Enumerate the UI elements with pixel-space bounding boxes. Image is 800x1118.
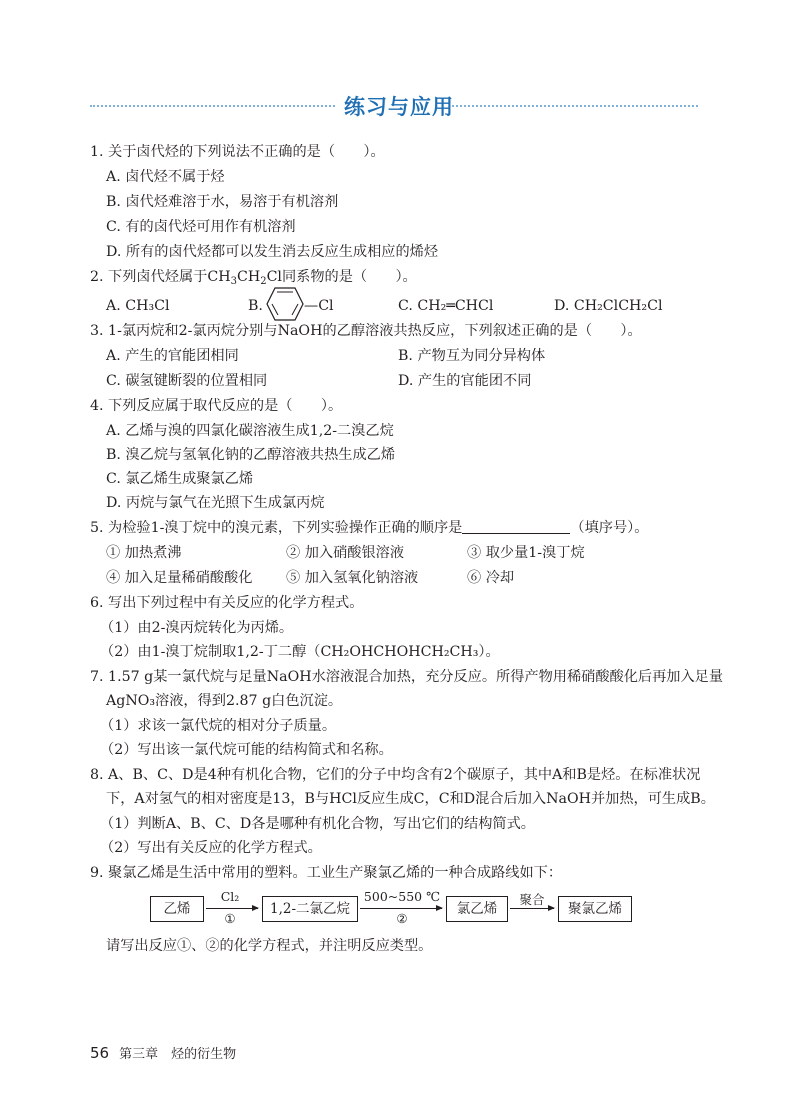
q5-step-3: ③ 取少量1-溴丁烷 (467, 545, 585, 561)
q3-option-b: B. 产物互为同分异构体 (398, 348, 546, 364)
q5-stem (90, 519, 648, 537)
q5-stem-post: （填序号）。 (570, 520, 649, 536)
q2-option-a: A. CH₃Cl (106, 298, 170, 314)
q1-option-d: D. 所有的卤代烃都可以发生消去反应生成相应的烯烃 (106, 244, 439, 260)
header-rule-right (452, 105, 698, 107)
q8-line-2: 下，A对氢气的相对密度是13，B与HCl反应生成C，C和D混合后加入NaOH并加热，可生成B。 (106, 791, 715, 807)
arrow3-label: 聚合 (519, 892, 545, 907)
arrow1-step: ① (224, 911, 236, 926)
q8-part-2: （2）写出有关反应的化学方程式。 (100, 840, 322, 856)
subscript-2: 2 (260, 276, 267, 287)
q1-option-a: A. 卤代烃不属于烃 (106, 169, 225, 185)
q4-stem: 4. 下列反应属于取代反应的是（ ）。 (90, 398, 343, 414)
flow-box-dichloroethane: 1,2-二氯乙烷 (262, 896, 358, 922)
q2-option-b-label: B. (248, 298, 263, 314)
q6-stem: 6. 写出下列过程中有关反应的化学方程式。 (90, 595, 364, 611)
q2-option-b-cl: —Cl (304, 298, 334, 314)
q7-part-1: （1）求该一氯代烷的相对分子质量。 (100, 718, 337, 734)
q3-option-a: A. 产生的官能团相同 (106, 348, 239, 364)
q7-part-2: （2）写出该一氯代烷可能的结构简式和名称。 (100, 742, 393, 758)
q9-ask: 请写出反应①、②的化学方程式，并注明反应类型。 (106, 938, 433, 954)
q3-stem: 3. 1-氯丙烷和2-氯丙烷分别与NaOH的乙醇溶液共热反应，下列叙述正确的是（ ）。 (90, 323, 642, 339)
q5-step-5: ⑤ 加入氢氧化钠溶液 (286, 570, 419, 586)
section-title: 练习与应用 (344, 95, 454, 119)
header-rule-left (90, 105, 335, 107)
arrow2-condition: 500~550 ℃ (363, 889, 441, 904)
q2-stem-pre: 2. 下列卤代烃属于CH (90, 269, 231, 285)
q5-step-4: ④ 加入足量稀硝酸酸化 (106, 570, 253, 586)
q4-option-c: C. 氯乙烯生成聚氯乙烯 (106, 471, 254, 487)
q7-line-2: AgNO₃溶液，得到2.87 g白色沉淀。 (106, 693, 343, 709)
flow-box-pvc: 聚氯乙烯 (558, 896, 632, 922)
q5-step-1: ① 加热煮沸 (106, 545, 182, 561)
arrow2-step: ② (396, 911, 408, 926)
q5-step-2: ② 加入硝酸银溶液 (286, 545, 405, 561)
page-footer (90, 1043, 236, 1062)
flow-arrow-2 (360, 908, 442, 909)
q8-part-1: （1）判断A、B、C、D各是哪种有机化合物，写出它们的结构简式。 (100, 816, 535, 832)
q2-option-c: C. CH₂═CHCl (398, 298, 494, 314)
q1-stem: 1. 关于卤代烃的下列说法不正确的是（ ）。 (90, 144, 385, 160)
arrow1-reagent: Cl₂ (220, 889, 240, 904)
benzene-ring-icon (266, 286, 304, 322)
q9-stem: 9. 聚氯乙烯是生活中常用的塑料。工业生产聚氯乙烯的一种合成路线如下： (90, 865, 563, 881)
subscript-3: 3 (230, 276, 237, 287)
answer-blank (462, 519, 570, 534)
flow-arrow-1 (206, 908, 258, 909)
chapter-title: 第三章 烃的衍生物 (119, 1047, 237, 1062)
q6-part-2: （2）由1-溴丁烷制取1,2-丁二醇（CH₂OHCHOHCH₂CH₃）。 (100, 644, 500, 660)
q2-option-d: D. CH₂ClCH₂Cl (554, 298, 663, 314)
page-number: 56 (90, 1044, 110, 1062)
q2-stem: 2. 下列卤代烃属于$CH_3CH_2Cl$同系物的是（ ）。 (90, 269, 417, 287)
q4-option-b: B. 溴乙烷与氢氧化钠的乙醇溶液共热生成乙烯 (106, 447, 396, 463)
flow-box-vinyl-chloride: 氯乙烯 (446, 896, 508, 922)
q1-option-c: C. 有的卤代烃可用作有机溶剂 (106, 219, 296, 235)
q2-stem-post: Cl同系物的是（ ）。 (266, 269, 417, 285)
q5-step-6: ⑥ 冷却 (467, 570, 515, 586)
q4-option-d: D. 丙烷与氯气在光照下生成氯丙烷 (106, 495, 325, 511)
flow-box-ethylene: 乙烯 (150, 896, 204, 922)
q6-part-1: （1）由2-溴丙烷转化为丙烯。 (100, 620, 294, 636)
flow-arrow-3 (510, 908, 554, 909)
q4-option-a: A. 乙烯与溴的四氯化碳溶液生成1,2-二溴乙烷 (106, 423, 394, 439)
q1-option-b: B. 卤代烃难溶于水，易溶于有机溶剂 (106, 194, 339, 210)
q8-line-1: 8. A、B、C、D是4种有机化合物，它们的分子中均含有2个碳原子，其中A和B是烃。在标准状况 (90, 767, 701, 783)
q3-option-c: C. 碳氢键断裂的位置相同 (106, 373, 268, 389)
q3-option-d: D. 产生的官能团不同 (398, 373, 532, 389)
q7-line-1: 7. 1.57 g某一氯代烷与足量NaOH水溶液混合加热，充分反应。所得产物用稀硝酸酸化后再加入足量 (90, 669, 724, 685)
q5-stem-pre: 5. 为检验1-溴丁烷中的溴元素，下列实验操作正确的顺序是 (90, 520, 463, 536)
